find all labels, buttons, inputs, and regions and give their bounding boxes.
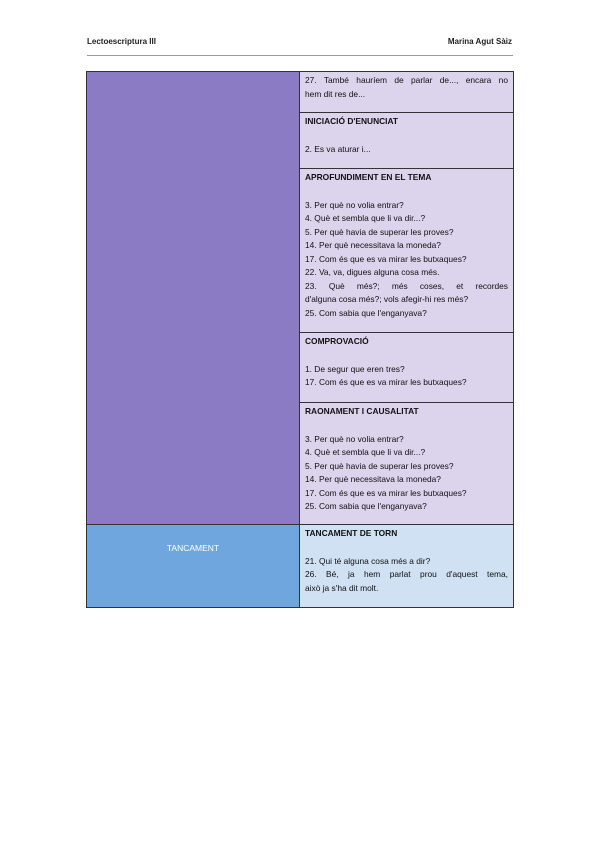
strategy-table [86, 71, 514, 608]
header-divider [87, 55, 513, 56]
section-aprofundiment [300, 169, 514, 333]
section-iniciacio [300, 113, 514, 169]
list-item: això ja s'ha dit molt. [305, 582, 379, 593]
list-item: 4. Què et sembla que li va dir...? [305, 213, 426, 223]
list-item: 17. Com és que es va mirar les butxaques? [305, 253, 467, 264]
section-title: TANCAMENT DE TORN [305, 528, 398, 538]
section-title: APROFUNDIMENT EN EL TEMA [305, 172, 432, 182]
list-item: hem dit res de... [305, 88, 366, 99]
header-author-name: Marina Agut Sàiz [447, 37, 512, 46]
section-comprovacio [300, 333, 514, 403]
list-item: 4. Què et sembla que li va dir...? [305, 447, 426, 457]
phase-cell-purple [87, 72, 300, 525]
phase-label: TANCAMENT [166, 543, 220, 553]
phase-cell-tancament [87, 525, 300, 608]
list-item: 17. Com és que es va mirar les butxaques? [305, 377, 467, 387]
list-item: d'alguna cosa més?; vols afegir-hi res més? [305, 294, 469, 304]
list-item: 1. De segur que eren tres? [305, 363, 405, 374]
section-title: RAONAMENT I CAUSALITAT [305, 406, 419, 416]
list-item: 14. Per què necessitava la moneda? [305, 474, 441, 484]
list-item: 14. Per què necessitava la moneda? [305, 240, 441, 250]
list-item: 27. També hauríem de parlar de..., encara no [305, 75, 508, 85]
section-raonament [300, 403, 514, 525]
list-item: 21. Qui té alguna cosa més a dir? [305, 555, 431, 566]
list-item: 3. Per què no volia entrar? [305, 433, 404, 444]
list-item: 17. Com és que es va mirar les butxaques? [305, 487, 467, 498]
list-item: 2. Es va aturar i... [305, 143, 371, 154]
list-item: 23. Què més?; més coses, et recordes [305, 280, 508, 291]
header-course-title: Lectoescriptura III [87, 37, 156, 46]
list-item: 3. Per què no volia entrar? [305, 199, 404, 210]
section-title: COMPROVACIÓ [305, 336, 369, 346]
list-item: 5. Per què havia de superar les proves? [305, 460, 454, 471]
table-row [87, 72, 514, 113]
list-item: 22. Va, va, digues alguna cosa més. [305, 267, 440, 277]
list-item: 25. Com sabia que l'enganyava? [305, 501, 427, 511]
table-row [87, 525, 514, 608]
list-item: 5. Per què havia de superar les proves? [305, 226, 454, 237]
list-item: 26. Bé, ja hem parlat prou d'aquest tema, [305, 569, 508, 579]
section-tancament-de-torn [300, 525, 514, 608]
list-item: 25. Com sabia que l'enganyava? [305, 307, 427, 318]
intro-cell [300, 72, 514, 113]
section-title: INICIACIÓ D'ENUNCIAT [305, 116, 399, 126]
